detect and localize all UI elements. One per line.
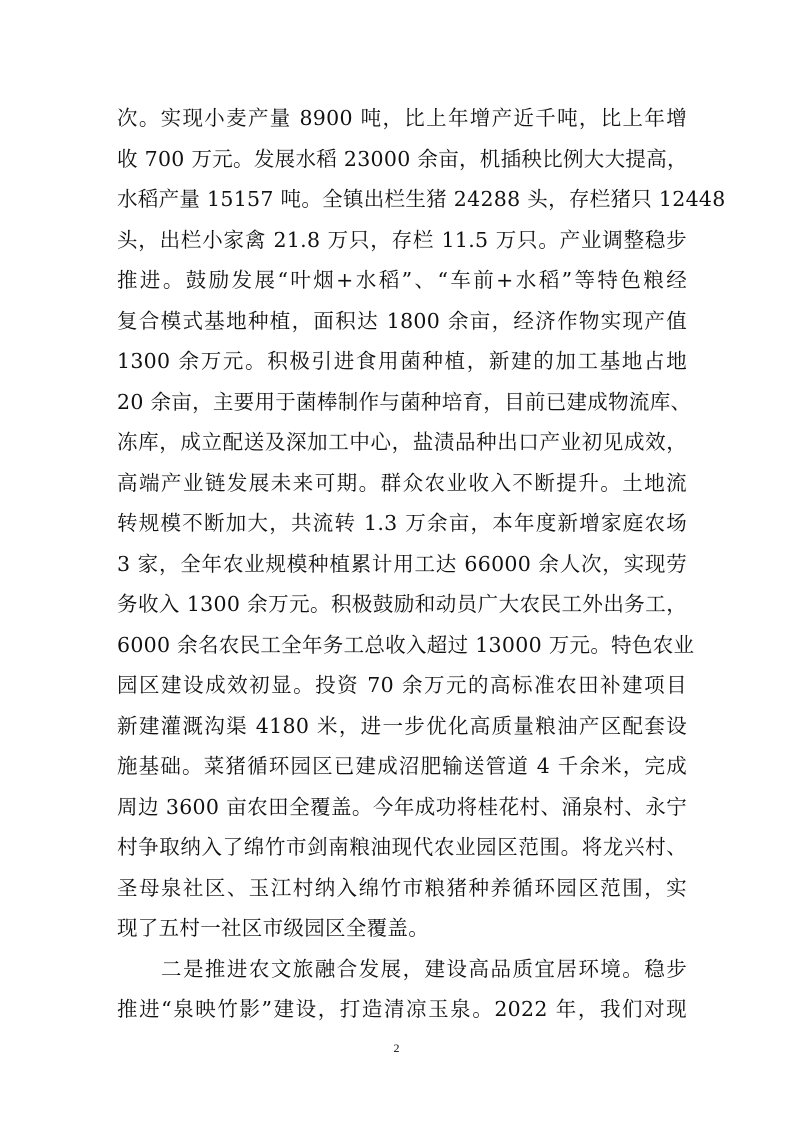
text-line: 现了五村一社区市级园区全覆盖。	[117, 916, 429, 940]
text-line: 收 700 万元。发展水稻 23000 余亩，机插秧比例大大提高，	[117, 146, 688, 171]
page-number: 2	[393, 1041, 400, 1055]
text-line: 头，出栏小家禽 21.8 万只，存栏 11.5 万只。产业调整稳步	[117, 227, 687, 252]
text-line: 高端产业链发展未来可期。群众农业收入不断提升。土地流	[117, 470, 687, 495]
text-line: 3 家，全年农业规模种植累计用工达 66000 余人次，实现劳	[117, 551, 687, 576]
text-line: 6000 余名农民工全年务工总收入超过 13000 万元。特色农业	[117, 632, 695, 657]
text-line: 次。实现小麦产量 8900 吨，比上年增产近千吨，比上年增	[117, 106, 687, 130]
text-line: 新建灌溉沟渠 4180 米，进一步优化高质量粮油产区配套设	[117, 713, 687, 738]
text-line: 园区建设成效初显。投资 70 余万元的高标准农田补建项目	[117, 673, 687, 697]
text-line: 冻库，成立配送及深加工中心，盐渍品种出口产业初见成效，	[117, 430, 687, 454]
text-line: 圣母泉社区、玉江村纳入绵竹市粮猪种养循环园区范围，实	[117, 875, 687, 900]
text-line: 1300 余万元。积极引进食用菌种植，新建的加工基地占地	[117, 349, 687, 373]
text-line: 务收入 1300 余万元。积极鼓励和动员广大农民工外出务工，	[117, 592, 687, 616]
text-line: 20 余亩，主要用于菌棒制作与菌种培育，目前已建成物流库、	[117, 389, 692, 414]
text-line: 施基础。菜猪循环园区已建成沼肥输送管道 4 千余米，完成	[117, 754, 687, 778]
text-line: 转规模不断加大，共流转 1.3 万余亩，本年度新增家庭农场	[117, 511, 687, 535]
text-line: 复合模式基地种植，面积达 1800 余亩，经济作物实现产值	[117, 308, 687, 333]
text-line: 村争取纳入了绵竹市剑南粮油现代农业园区范围。将龙兴村、	[117, 835, 687, 859]
body-text	[117, 98, 726, 1030]
paragraph-start-line: 二是推进农文旅融合发展，建设高品质宜居环境。稳步	[161, 956, 687, 981]
text-line: 推进“泉映竹影”建设，打造清凉玉泉。2022 年，我们对现	[117, 997, 687, 1021]
text-line: 推进。鼓励发展“叶烟+水稻”、“车前+水稻”等特色粮经	[117, 268, 687, 292]
text-line: 周边 3600 亩农田全覆盖。今年成功将桂花村、涌泉村、永宁	[117, 794, 687, 819]
text-line: 水稻产量 15157 吨。全镇出栏生猪 24288 头，存栏猪只 12448	[117, 187, 726, 211]
